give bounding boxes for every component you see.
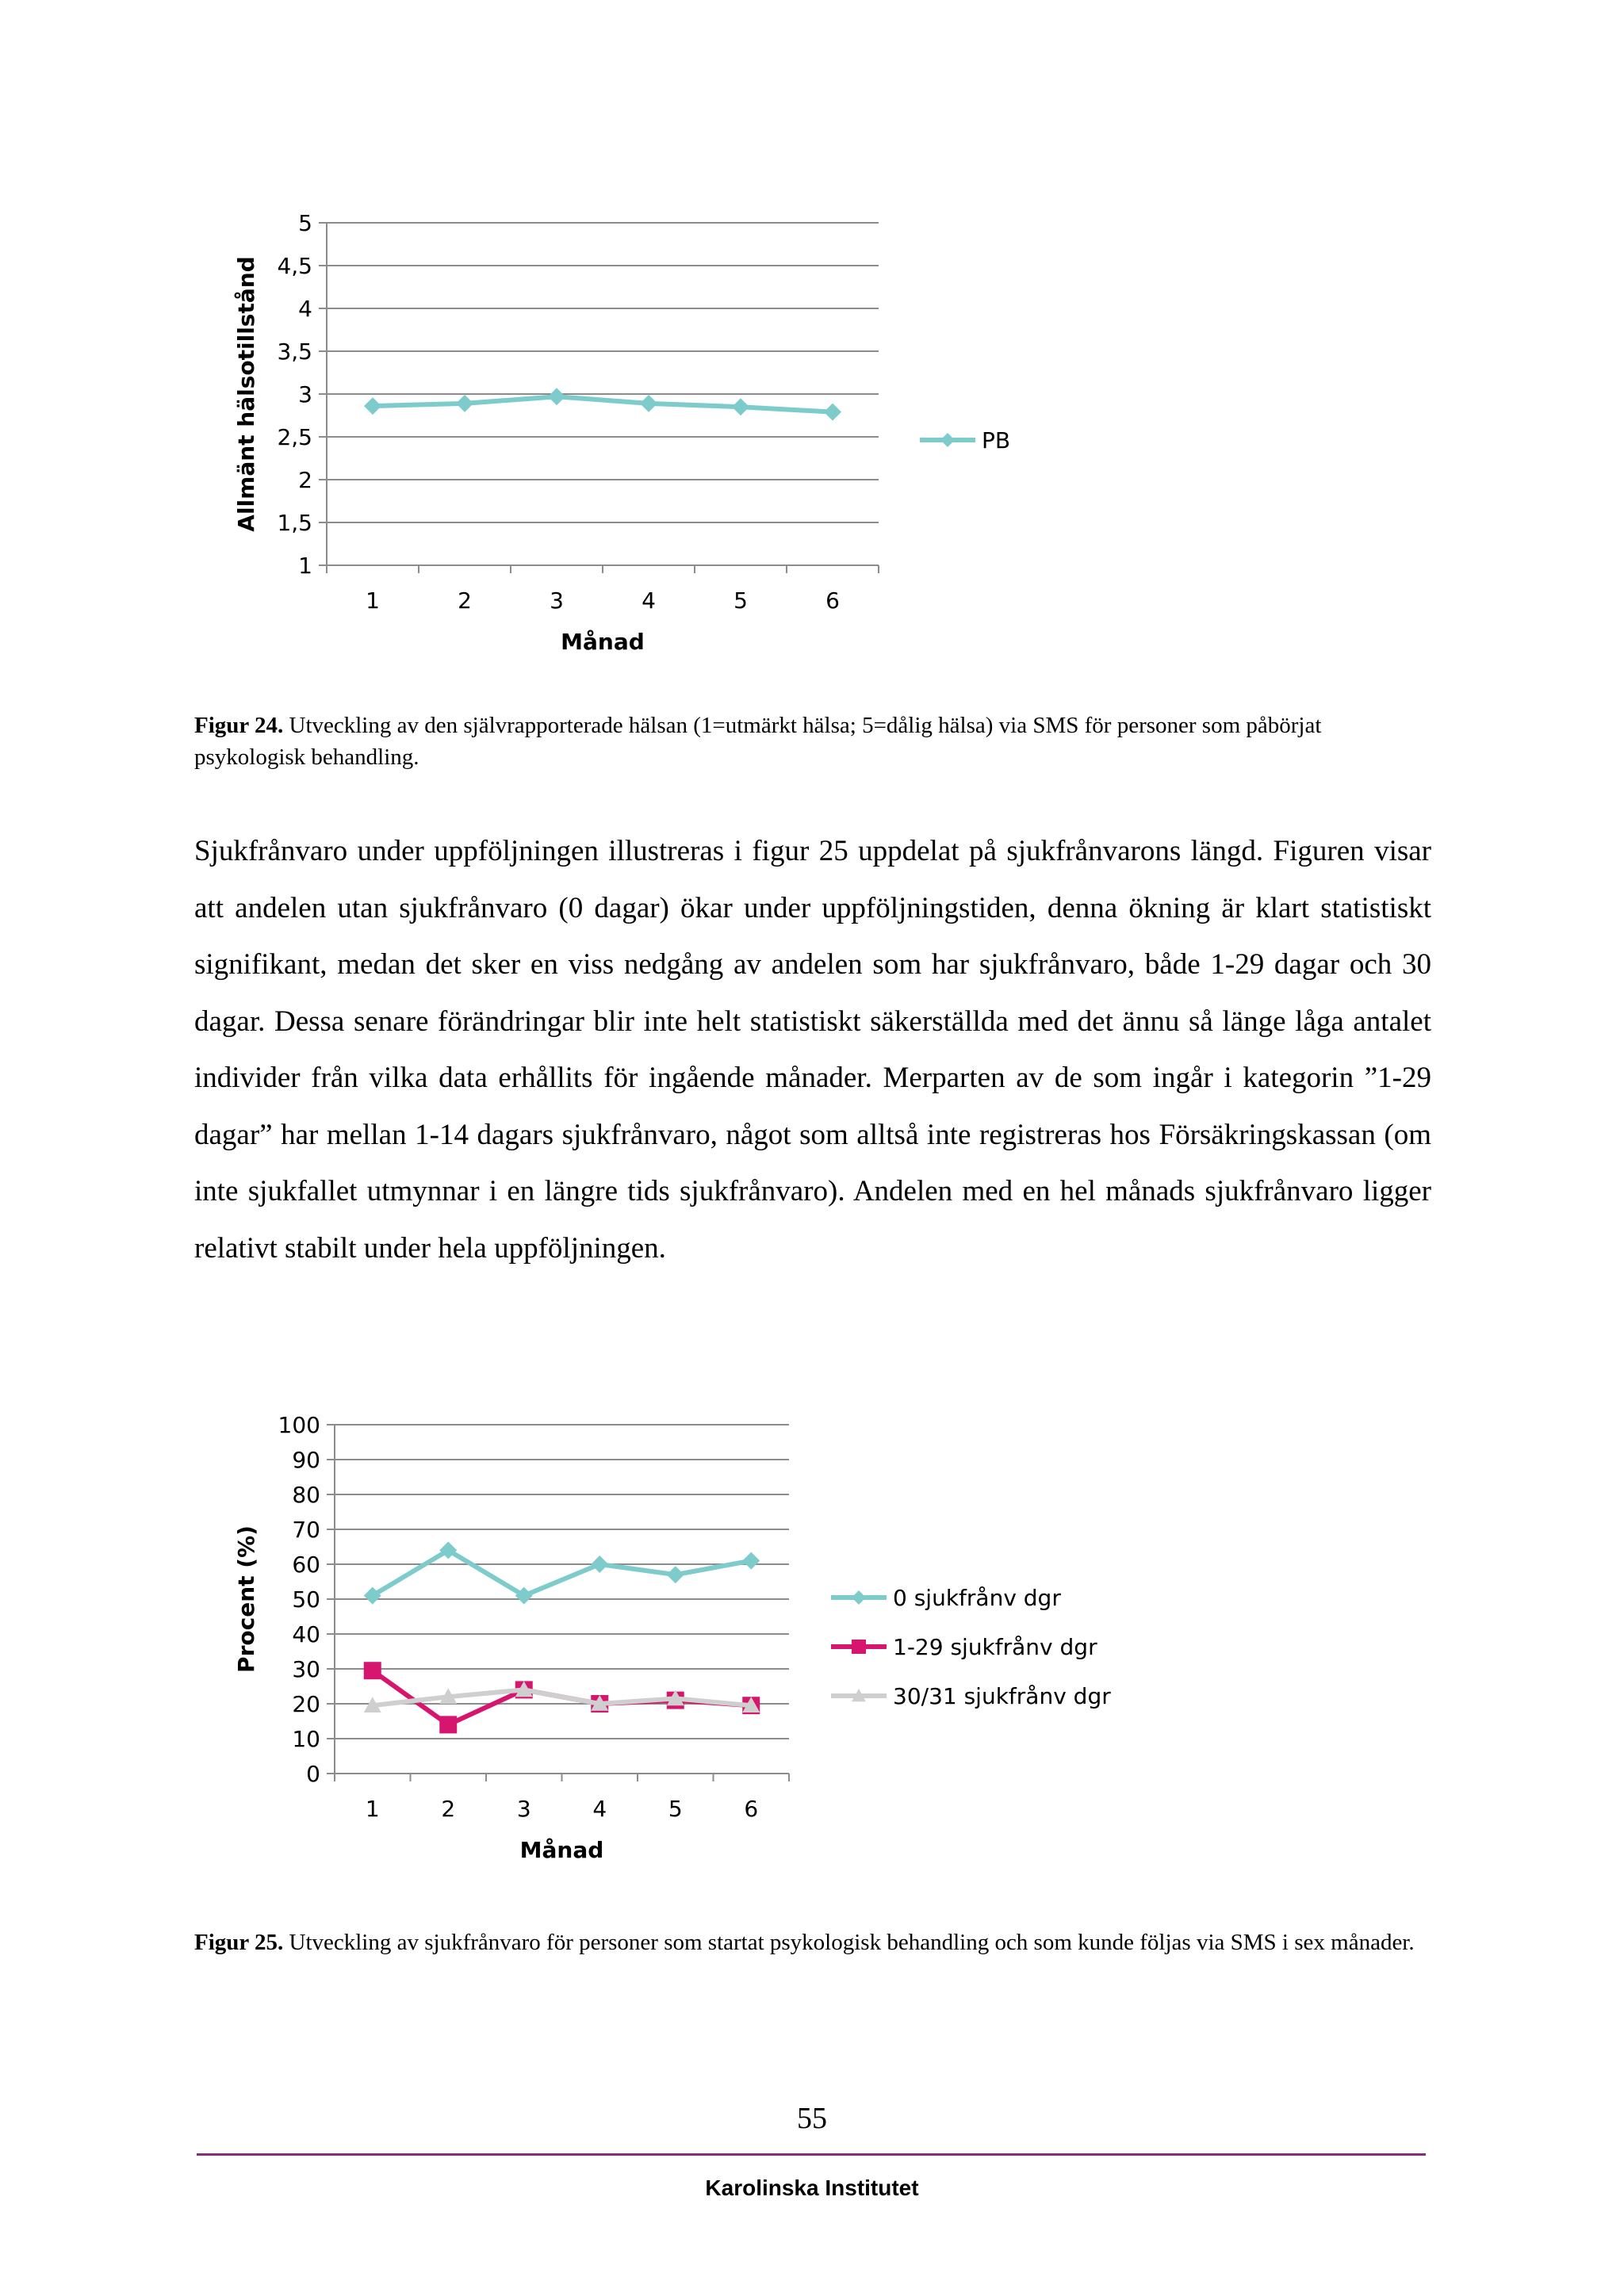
y-tick-label: 4 <box>298 296 312 322</box>
x-tick-label: 1 <box>366 587 380 614</box>
figure-24-text: Utveckling av den självrapporterade hälsan (1=utmärkt hälsa; 5=dålig hälsa) via SMS för personer som påbörjat psykologisk behandling. <box>194 713 1322 770</box>
legend-label: 30/31 sjukfrånv dgr <box>893 1683 1111 1709</box>
y-tick-label: 100 <box>278 1412 320 1438</box>
x-tick-label: 2 <box>441 1796 456 1822</box>
y-tick-label: 20 <box>292 1691 320 1717</box>
y-tick-label: 30 <box>292 1656 320 1682</box>
x-tick-label: 4 <box>642 587 656 614</box>
y-axis-title: Procent (%) <box>233 1525 259 1673</box>
x-axis-title: Månad <box>519 1837 604 1863</box>
series-line <box>373 1550 752 1595</box>
y-tick-label: 10 <box>292 1726 320 1752</box>
data-point <box>364 1662 381 1679</box>
legend-marker <box>852 1640 866 1654</box>
figure-24-label: Figur 24. <box>194 713 284 738</box>
y-tick-label: 60 <box>292 1552 320 1578</box>
x-tick-label: 6 <box>744 1796 759 1822</box>
legend-label: 1-29 sjukfrånv dgr <box>893 1634 1097 1660</box>
x-tick-label: 3 <box>516 1796 531 1822</box>
data-point <box>439 1716 457 1733</box>
y-tick-label: 70 <box>292 1517 320 1543</box>
y-tick-label: 40 <box>292 1621 320 1647</box>
y-tick-label: 0 <box>306 1761 320 1787</box>
x-axis-title: Månad <box>561 629 645 655</box>
x-tick-label: 6 <box>825 587 840 614</box>
y-tick-label: 3 <box>298 381 312 408</box>
y-tick-label: 50 <box>292 1586 320 1613</box>
y-tick-label: 1 <box>298 553 312 579</box>
data-point <box>742 1552 760 1570</box>
footer-institution: Karolinska Institutet <box>705 2175 919 2200</box>
y-axis-title: Allmänt hälsotillstånd <box>233 256 259 532</box>
x-tick-label: 5 <box>668 1796 683 1822</box>
x-tick-label: 2 <box>458 587 472 614</box>
body-paragraph: Sjukfrånvaro under uppföljningen illustreras i figur 25 uppdelat på sjukfrånvarons längd. Figuren visar att andelen utan sjukfrånvaro (0 dagar) ökar under uppföljningstiden, denna ökning är klart statistiskt signifikant, medan det sker en viss nedgång av andelen som har sjukfrånvaro, både 1-29 dagar och 30 dagar. Dessa senare förändringar blir inte helt statistiskt säkerställda med det ännu så länge låga antalet individer från vilka data erhållits för ingående månader. Merparten av de som ingår i kategorin ”1-29 dagar” har mellan 1-14 dagars sjukfrånvaro, något som alltså inte registreras hos Försäkringskassan (om inte sjukfallet utmynnar i en längre tids sjukfrånvaro). Andelen med en hel månads sjukfrånvaro ligger relativt stabilt under hela uppföljningen. <box>194 835 1431 1265</box>
x-tick-label: 4 <box>592 1796 607 1822</box>
legend-label: PB <box>982 427 1011 453</box>
y-tick-label: 5 <box>298 210 312 236</box>
y-tick-label: 2 <box>298 467 312 493</box>
figure-25-caption <box>194 1919 1431 1966</box>
footer-divider <box>197 2153 1426 2156</box>
legend-label: 0 sjukfrånv dgr <box>893 1585 1061 1611</box>
data-point <box>667 1566 684 1583</box>
figure-25-text: Utveckling av sjukfrånvaro för personer som startat psykologisk behandling och som kunde följas via SMS i sex månader. <box>283 1930 1415 1955</box>
y-tick-label: 90 <box>292 1447 320 1473</box>
x-tick-label: 1 <box>365 1796 380 1822</box>
x-tick-label: 5 <box>733 587 748 614</box>
y-tick-label: 80 <box>292 1482 320 1508</box>
y-tick-label: 3,5 <box>277 339 312 365</box>
y-tick-label: 1,5 <box>277 510 312 536</box>
y-tick-label: 4,5 <box>277 253 312 279</box>
page-number: 55 <box>797 2102 827 2135</box>
legend-marker <box>852 1590 866 1605</box>
x-tick-label: 3 <box>550 587 564 614</box>
figure-25-label: Figur 25. <box>194 1930 284 1955</box>
data-point <box>591 1556 608 1573</box>
y-tick-label: 2,5 <box>277 424 312 450</box>
